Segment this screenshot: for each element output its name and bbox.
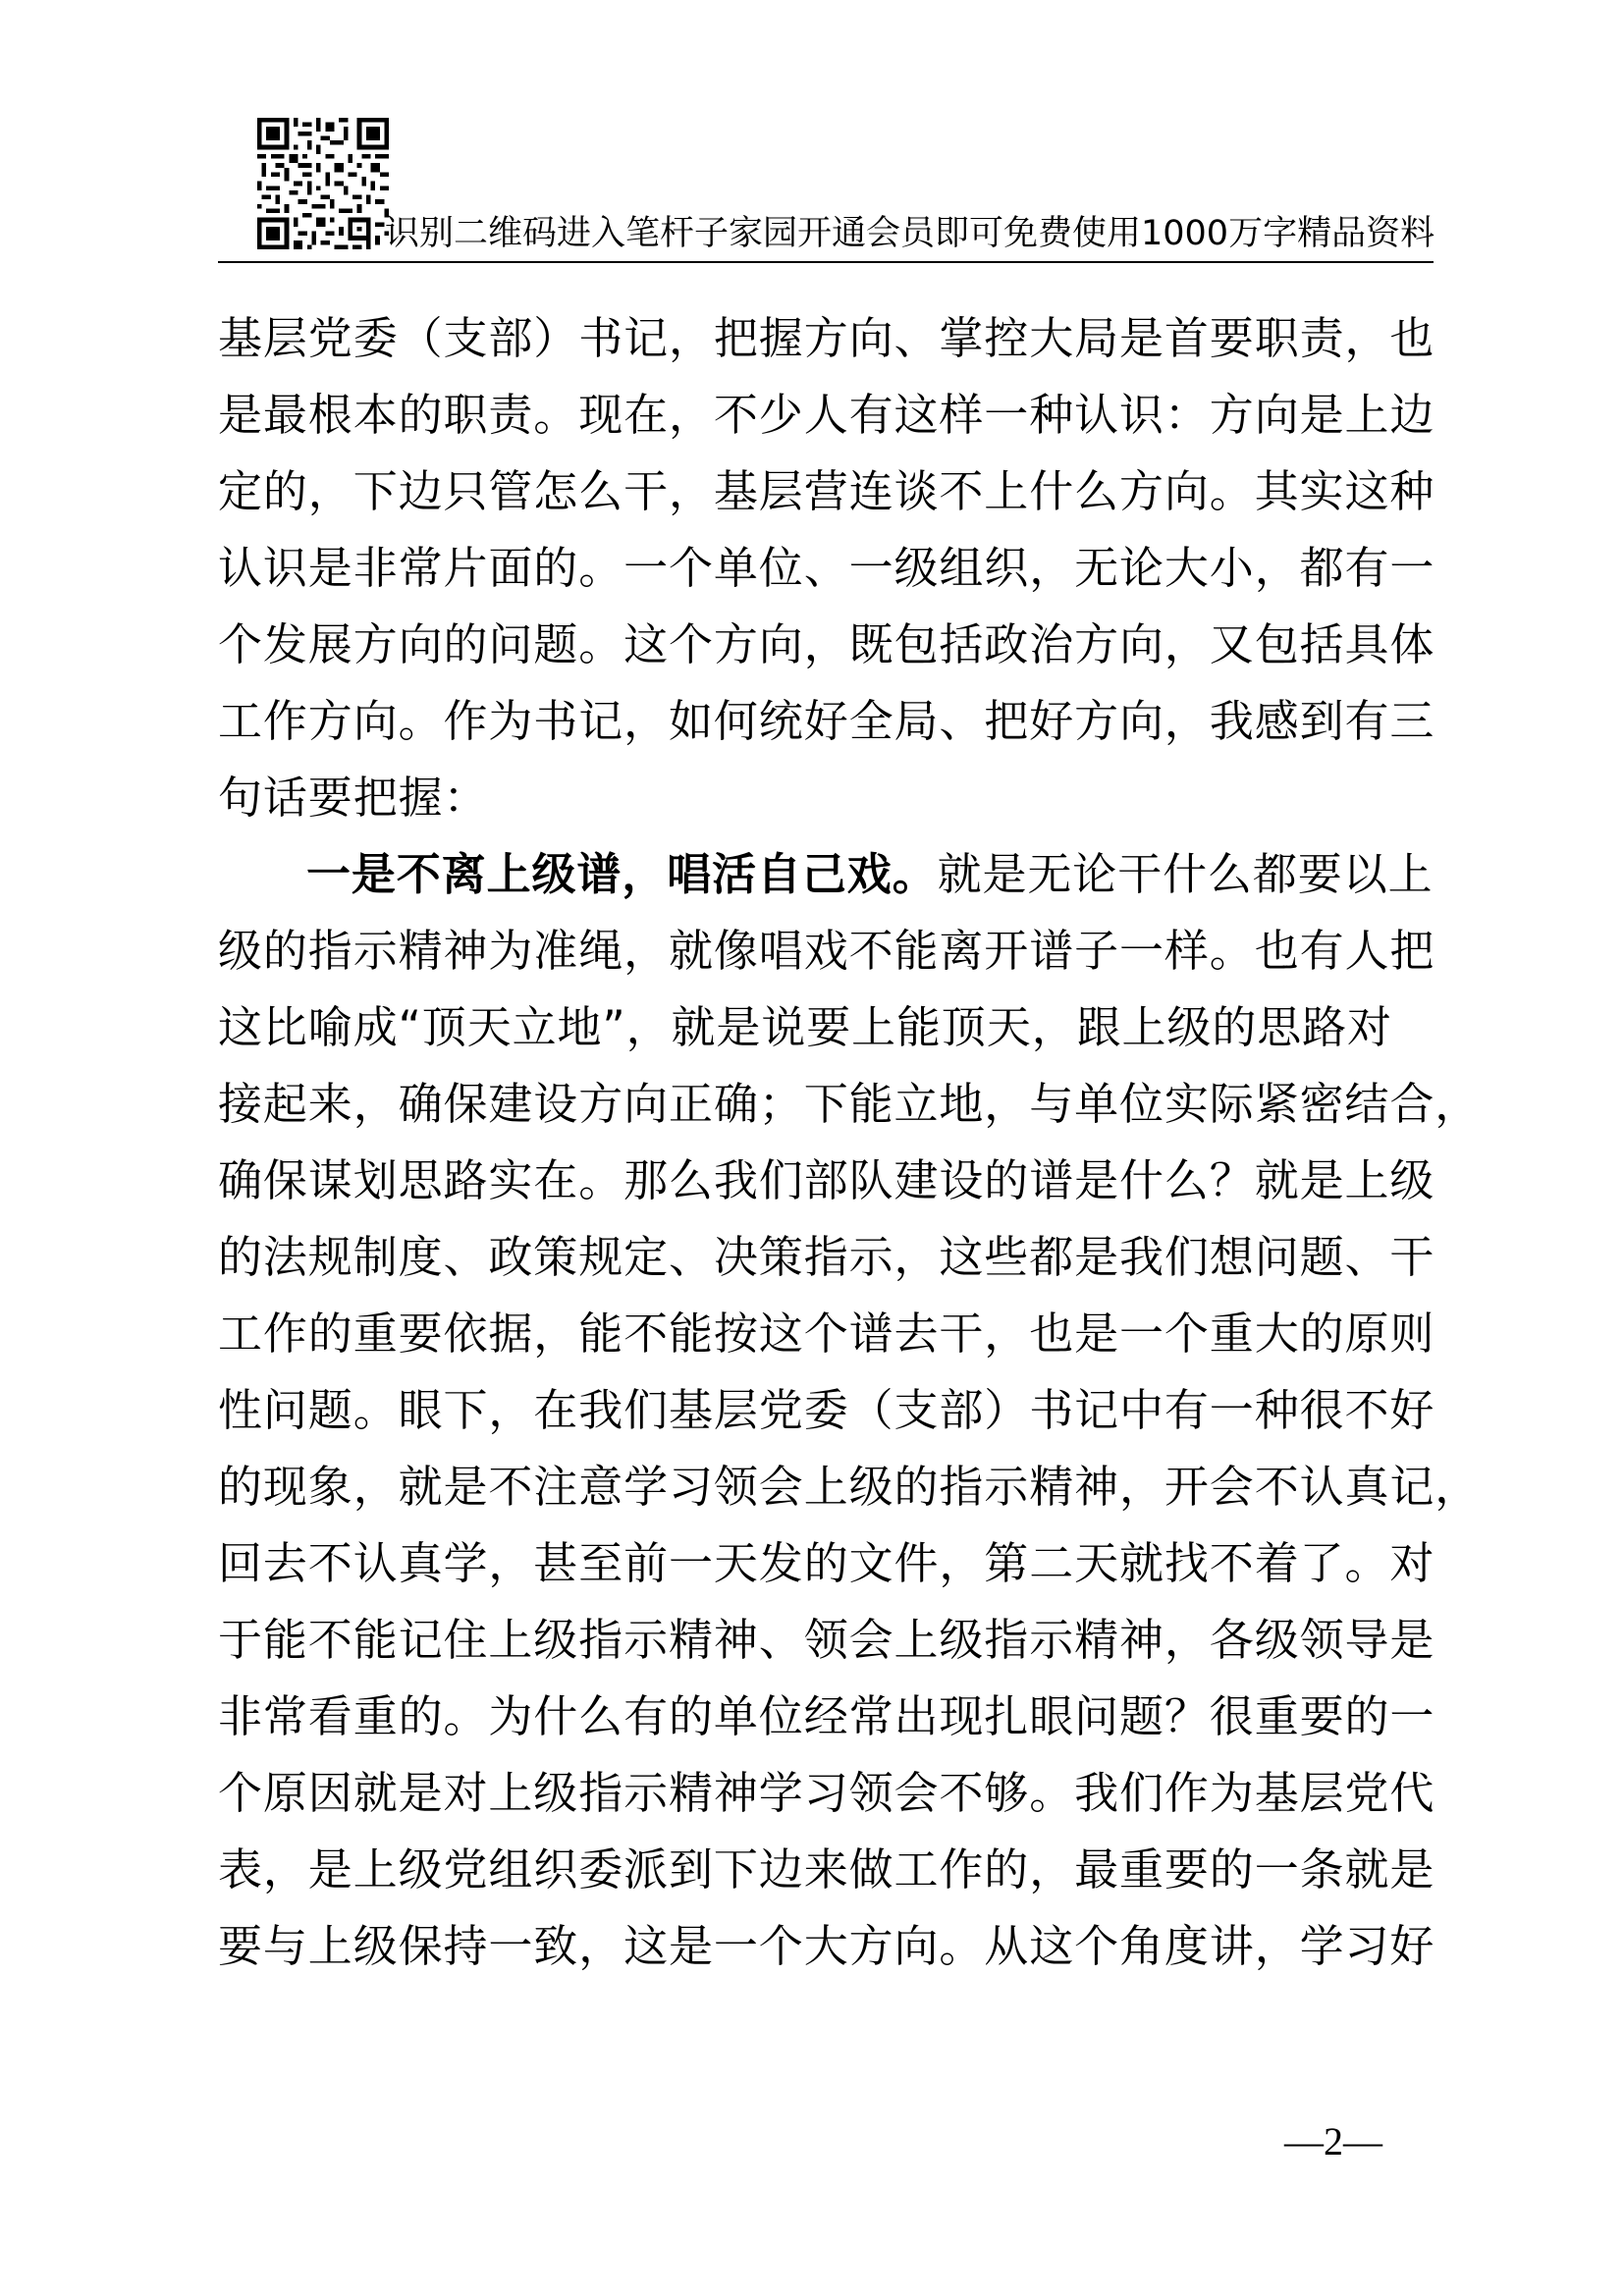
body-line: 接起来，确保建设方向正确；下能立地，与单位实际紧密结合， (218, 1078, 1481, 1130)
body-line: 要与上级保持一致，这是一个大方向。从这个角度讲，学习好 (218, 1920, 1435, 1972)
header-divider (218, 261, 1434, 263)
body-line: 这比喻成“顶天立地”，就是说要上能顶天，跟上级的思路对 (218, 1001, 1392, 1053)
body-line: 是最根本的职责。现在，不少人有这样一种认识：方向是上边 (218, 389, 1435, 441)
body-line: 于能不能记住上级指示精神、领会上级指示精神，各级领导是 (218, 1614, 1435, 1666)
body-line: 定的，下边只管怎么干，基层营连谈不上什么方向。其实这种 (218, 465, 1435, 517)
body-line: 的现象，就是不注意学习领会上级的指示精神，开会不认真记， (218, 1461, 1481, 1513)
body-line: 认识是非常片面的。一个单位、一级组织，无论大小，都有一 (218, 542, 1435, 594)
point-one-first-line (218, 836, 1434, 913)
body-line: 性问题。眼下，在我们基层党委（支部）书记中有一种很不好 (218, 1384, 1435, 1436)
body-line: 工作方向。作为书记，如何统好全局、把好方向，我感到有三 (218, 695, 1435, 747)
body-line: 的法规制度、政策规定、决策指示，这些都是我们想问题、干 (218, 1231, 1435, 1283)
body-line: 个原因就是对上级指示精神学习领会不够。我们作为基层党代 (218, 1767, 1435, 1819)
body-line: 工作的重要依据，能不能按这个谱去干，也是一个重大的原则 (218, 1308, 1435, 1360)
document-body (218, 300, 1481, 1985)
body-line: 基层党委（支部）书记，把握方向、掌控大局是首要职责，也 (218, 312, 1435, 364)
body-line: 级的指示精神为准绳，就像唱戏不能离开谱子一样。也有人把 (218, 925, 1435, 977)
page-number: —2— (1284, 2119, 1382, 2163)
body-line: 回去不认真学，甚至前一天发的文件，第二天就找不着了。对 (218, 1537, 1435, 1589)
header-banner-text: 识别二维码进入笔杆子家园开通会员即可免费使用1000万字精品资料 (385, 214, 1435, 253)
body-line: 表，是上级党组织委派到下边来做工作的，最重要的一条就是 (218, 1843, 1435, 1896)
body-line: 句话要把握： (218, 772, 489, 824)
body-line: 非常看重的。为什么有的单位经常出现扎眼问题？很重要的一 (218, 1690, 1435, 1742)
body-line: 个发展方向的问题。这个方向，既包括政治方向，又包括具体 (218, 618, 1435, 670)
body-line: 确保谋划思路实在。那么我们部队建设的谱是什么？就是上级 (218, 1154, 1435, 1206)
qr-code-icon (257, 118, 389, 249)
point-one-first-line-text: 就是无论干什么都要以上 (937, 848, 1434, 900)
page-header (218, 110, 1434, 263)
point-one-heading: 一是不离上级谱，唱活自己戏。 (306, 848, 938, 900)
